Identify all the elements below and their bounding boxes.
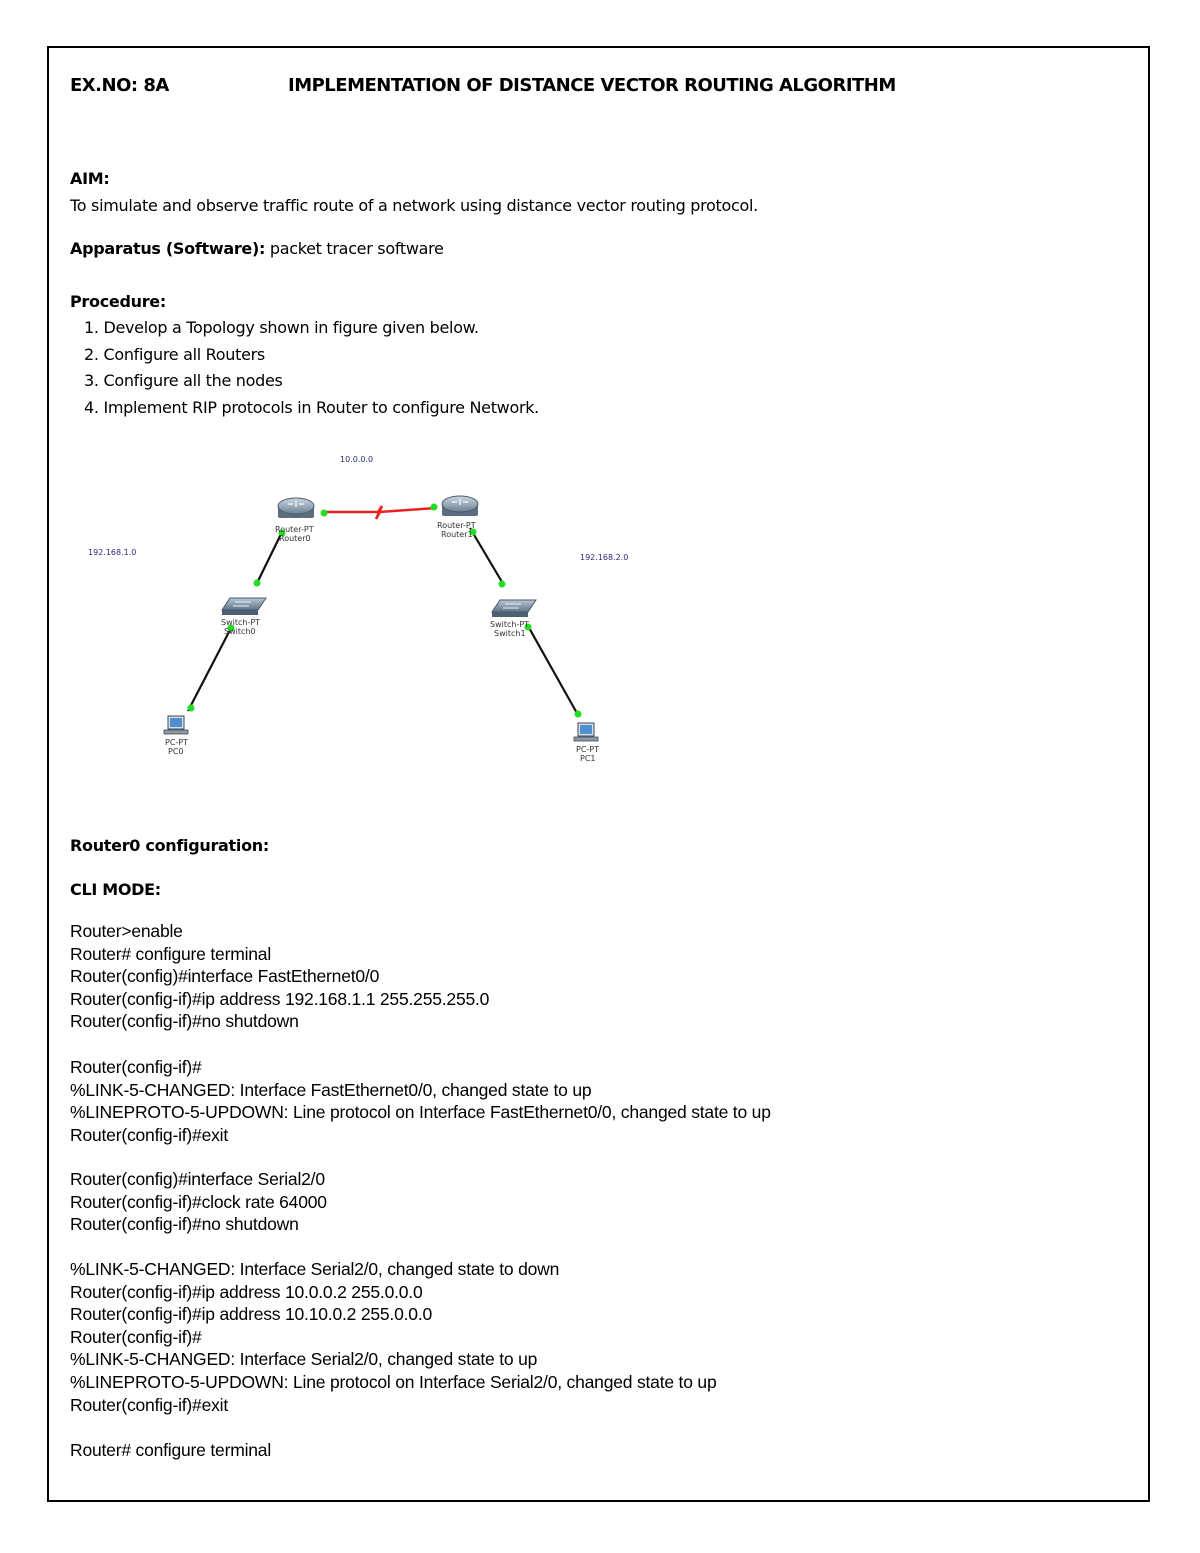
procedure-step: 3. Configure all the nodes [84,371,283,390]
cli-mode-heading: CLI MODE: [70,880,161,899]
cli-line: Router(config-if)#ip address 10.10.0.2 255.0.0.0 [70,1304,433,1325]
port-light [321,510,328,517]
exercise-number: EX.NO: 8A [70,75,169,96]
apparatus-line [70,239,444,258]
cli-line: Router(config-if)# [70,1326,202,1347]
cli-line: Router# configure terminal [70,1440,272,1460]
switch1-name-label: Switch1 [494,629,526,638]
cli-line: Router# configure terminal [70,943,272,964]
cli-block-1 [70,920,489,1033]
cli-line: %LINK-5-CHANGED: Interface FastEthernet0/0, changed state to up [70,1079,592,1100]
cli-line: Router(config-if)#exit [70,1394,229,1415]
port-light [499,581,506,588]
cli-line: %LINEPROTO-5-UPDOWN: Line protocol on Interface Serial2/0, changed state to up [70,1371,717,1392]
switch1-type-label: Switch-PT [490,620,530,629]
cli-line: %LINK-5-CHANGED: Interface Serial2/0, changed state to up [70,1349,538,1370]
cli-line: Router(config-if)# [70,1057,202,1077]
port-light [575,711,582,718]
port-light [188,705,195,712]
procedure-step: 1. Develop a Topology shown in figure given below. [84,318,479,337]
cli-line: %LINEPROTO-5-UPDOWN: Line protocol on Interface FastEthernet0/0, changed state to up [70,1102,771,1123]
cli-line: Router(config-if)#ip address 192.168.1.1 255.255.255.0 [70,988,490,1009]
pc1-type-label: PC-PT [576,745,600,754]
cli-line: Router(config-if)#exit [70,1124,229,1145]
cli-line: Router(config-if)#clock rate 64000 [70,1191,327,1212]
cli-line: Router(config-if)#ip address 10.0.0.2 255.0.0.0 [70,1281,423,1302]
cli-line: Router(config)#interface Serial2/0 [70,1169,325,1189]
apparatus-label: Apparatus (Software): [70,239,266,258]
cli-line: Router>enable [70,921,183,941]
cli-block-5 [70,1439,271,1462]
ethernet-link-s1-pc1 [528,626,578,715]
port-light [431,504,438,511]
switch0-type-label: Switch-PT [221,618,261,627]
serial-link [325,506,436,519]
ethernet-link-s0-pc0 [188,630,230,711]
cli-block-2 [70,1056,771,1146]
cli-line: Router(config-if)#no shutdown [70,1214,299,1235]
router0-icon [278,498,314,518]
network-topology-diagram [60,440,680,800]
switch0-icon [222,598,266,615]
config-heading: Router0 configuration: [70,836,269,855]
cli-block-4 [70,1258,716,1416]
procedure-step: 2. Configure all Routers [84,344,265,364]
apparatus-value: packet tracer software [269,239,444,258]
router1-icon [442,496,478,516]
cli-block-3 [70,1168,327,1236]
procedure-heading: Procedure: [70,292,166,311]
router0-name-label: Router0 [279,534,311,543]
procedure-step: 4. Implement RIP protocols in Router to configure Network. [84,397,539,417]
network-label-192-168-1: 192.168.1.0 [88,548,137,557]
router1-name-label: Router1 [441,530,473,539]
pc1-name-label: PC1 [580,754,596,763]
aim-text: To simulate and observe traffic route of a network using distance vector routing protocol. [70,196,758,215]
switch0-name-label: Switch0 [224,627,256,636]
cli-line: Router(config)#interface FastEthernet0/0 [70,966,380,987]
pc0-type-label: PC-PT [165,738,189,747]
pc0-icon [164,716,188,734]
router1-type-label: Router-PT [437,521,476,530]
switch1-icon [492,600,536,617]
pc1-icon [574,723,598,741]
aim-heading: AIM: [70,169,110,188]
page-title: IMPLEMENTATION OF DISTANCE VECTOR ROUTING ALGORITHM [288,75,896,96]
port-light [254,580,261,587]
cli-line: Router(config-if)#no shutdown [70,1011,299,1032]
procedure-list [84,318,539,424]
cli-line: %LINK-5-CHANGED: Interface Serial2/0, changed state to down [70,1259,560,1279]
pc0-name-label: PC0 [168,747,184,756]
router0-type-label: Router-PT [275,525,314,534]
network-label-192-168-2: 192.168.2.0 [580,553,629,562]
ethernet-link-r1-s1 [470,528,502,582]
network-label-10: 10.0.0.0 [340,455,374,464]
